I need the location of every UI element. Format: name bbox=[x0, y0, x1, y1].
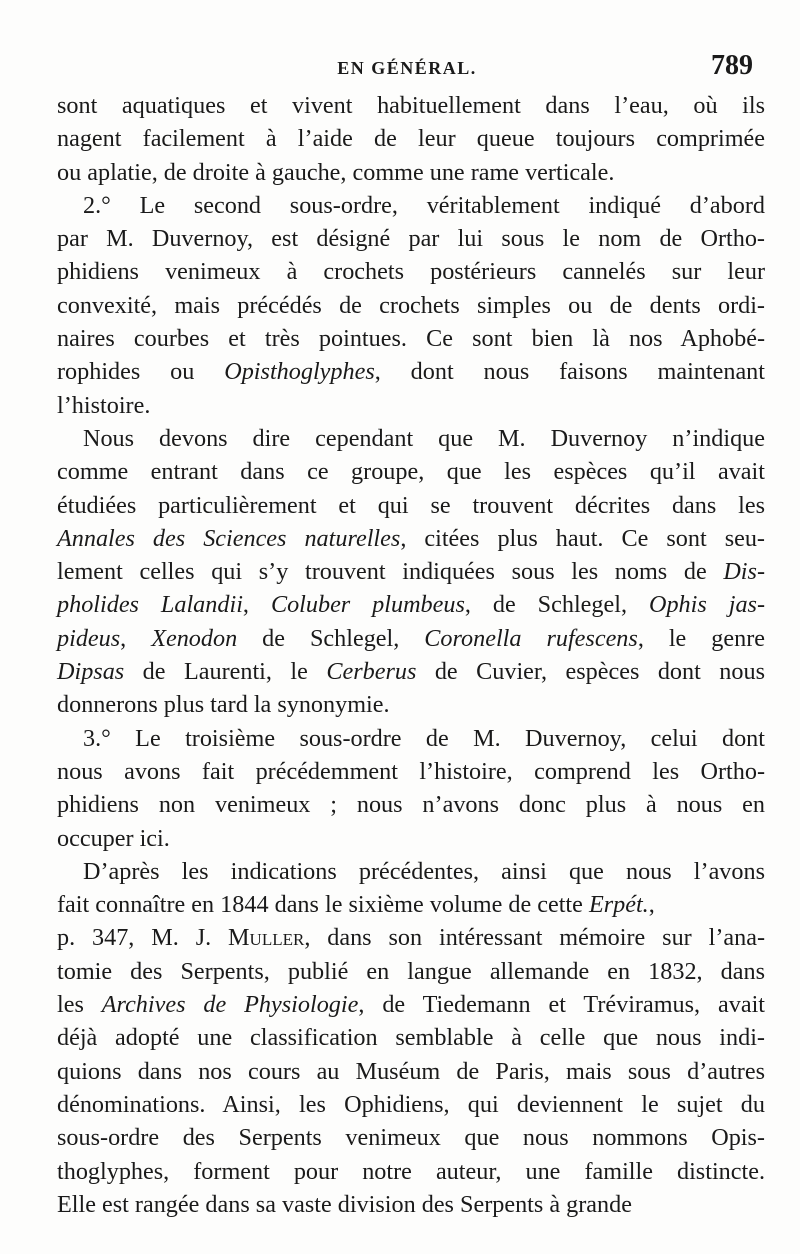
text-line bbox=[57, 389, 765, 422]
text-line bbox=[57, 322, 765, 355]
italic-text: Erpét. bbox=[588, 891, 649, 919]
text-run: lement celles qui s’y trouvent indiquées sous les noms de bbox=[57, 558, 724, 586]
text-line bbox=[57, 921, 765, 954]
italic-text: Dipsas bbox=[57, 658, 125, 686]
text-line bbox=[57, 722, 765, 755]
text-line bbox=[57, 1021, 765, 1054]
text-line bbox=[57, 1055, 765, 1088]
text-line bbox=[57, 755, 765, 788]
text-run: Nous devons dire cependant que M. Duvernoy n’indique bbox=[83, 424, 765, 452]
text-line bbox=[57, 455, 765, 488]
text-line bbox=[57, 489, 765, 522]
text-run: , dans son intéressant mémoire sur l’ana- bbox=[304, 924, 766, 952]
text-run: , de Schlegel, bbox=[464, 591, 649, 619]
running-title: EN GÉNÉRAL. bbox=[337, 58, 477, 78]
text-run: convexité, mais précédés de crochets simples ou de dents ordi- bbox=[57, 291, 765, 319]
running-head bbox=[57, 50, 757, 86]
text-run: ou aplatie, de droite à gauche, comme une rame verticale. bbox=[57, 158, 615, 186]
text-line bbox=[57, 955, 765, 988]
text-line bbox=[57, 888, 765, 921]
text-run: de Cuvier, espèces dont nous bbox=[416, 658, 766, 686]
text-run: déjà adopté une classification semblable à celle que nous indi- bbox=[57, 1024, 765, 1052]
text-run: par M. Duvernoy, est désigné par lui sous le nom de Ortho- bbox=[57, 225, 765, 253]
italic-text: Archives de Physiologie bbox=[101, 991, 359, 1019]
page-number: 789 bbox=[711, 50, 753, 81]
text-run: , dont nous faisons maintenant bbox=[374, 358, 765, 386]
body-text bbox=[57, 89, 765, 1221]
small-caps-text: Muller bbox=[228, 924, 305, 952]
text-run: nagent facilement à l’aide de leur queue toujours comprimée bbox=[57, 125, 765, 153]
italic-text: Opisthoglyphes bbox=[224, 358, 375, 386]
text-run: , bbox=[242, 591, 271, 619]
text-run: étudiées particulièrement et qui se trouvent décrites dans les bbox=[57, 491, 765, 519]
text-line bbox=[57, 788, 765, 821]
text-line bbox=[57, 189, 765, 222]
text-run: fait connaître en 1844 dans le sixième volume de cette bbox=[57, 891, 589, 919]
text-run: p. 347, M. J. bbox=[57, 924, 229, 952]
text-line bbox=[57, 988, 765, 1021]
text-run: 3.° Le troisième sous-ordre de M. Duvernoy, celui dont bbox=[83, 724, 765, 752]
text-line bbox=[57, 655, 765, 688]
italic-text: Dis- bbox=[723, 558, 765, 586]
text-run: 2.° Le second sous-ordre, véritablement indiqué d’abord bbox=[83, 191, 765, 219]
text-line bbox=[57, 89, 765, 122]
text-line bbox=[57, 355, 765, 388]
text-run: tomie des Serpents, publié en langue allemande en 1832, dans bbox=[57, 957, 765, 985]
text-run: , de Tiedemann et Tréviramus, avait bbox=[358, 991, 766, 1019]
text-run: phidiens venimeux à crochets postérieurs cannelés sur leur bbox=[57, 258, 765, 286]
text-run: , bbox=[648, 891, 655, 919]
italic-text: Xenodon bbox=[151, 624, 238, 652]
italic-text: Cerberus bbox=[326, 658, 417, 686]
text-line bbox=[57, 1188, 765, 1221]
text-line bbox=[57, 156, 765, 189]
text-run: dénominations. Ainsi, les Ophidiens, qui deviennent le sujet du bbox=[57, 1090, 765, 1118]
text-run: , le genre bbox=[637, 624, 765, 652]
text-line bbox=[57, 855, 765, 888]
italic-text: pideus bbox=[57, 624, 121, 652]
text-run: , citées plus haut. Ce sont seu- bbox=[400, 524, 765, 552]
italic-text: Coluber plumbeus bbox=[270, 591, 465, 619]
italic-text: Ophis jas- bbox=[648, 591, 766, 619]
text-run: phidiens non venimeux ; nous n’avons donc plus à nous en bbox=[57, 791, 765, 819]
text-run: quions dans nos cours au Muséum de Paris, mais sous d’autres bbox=[57, 1057, 765, 1085]
text-line bbox=[57, 1121, 765, 1154]
text-run: naires courbes et très pointues. Ce sont bien là nos Aphobé- bbox=[57, 325, 765, 353]
text-run: l’histoire. bbox=[57, 391, 151, 419]
text-run: de Laurenti, le bbox=[124, 658, 327, 686]
text-line bbox=[57, 222, 765, 255]
text-run: nous avons fait précédemment l’histoire, comprend les Ortho- bbox=[57, 757, 765, 785]
text-line bbox=[57, 688, 765, 721]
text-run: sous-ordre des Serpents venimeux que nous nommons Opis- bbox=[57, 1124, 765, 1152]
text-line bbox=[57, 1088, 765, 1121]
text-line bbox=[57, 522, 765, 555]
text-line bbox=[57, 422, 765, 455]
text-line bbox=[57, 289, 765, 322]
text-run: , bbox=[120, 624, 152, 652]
text-line bbox=[57, 622, 765, 655]
text-line bbox=[57, 822, 765, 855]
text-run: donnerons plus tard la synonymie. bbox=[57, 691, 390, 719]
text-run: rophides ou bbox=[57, 358, 225, 386]
italic-text: Annales des Sciences naturelles bbox=[57, 524, 401, 552]
text-line bbox=[57, 255, 765, 288]
text-line bbox=[57, 122, 765, 155]
text-run: thoglyphes, forment pour notre auteur, une famille distincte. bbox=[57, 1157, 765, 1185]
text-run: occuper ici. bbox=[57, 824, 170, 852]
text-run: de Schlegel, bbox=[237, 624, 425, 652]
italic-text: pholides Lalandii bbox=[57, 591, 243, 619]
text-run: comme entrant dans ce groupe, que les espèces qu’il avait bbox=[57, 458, 765, 486]
italic-text: Coronella rufescens bbox=[424, 624, 638, 652]
text-line bbox=[57, 555, 765, 588]
text-run: sont aquatiques et vivent habituellement dans l’eau, où ils bbox=[57, 92, 765, 119]
text-run: les bbox=[57, 991, 102, 1019]
text-run: D’après les indications précédentes, ainsi que nous l’avons bbox=[83, 857, 765, 885]
text-line bbox=[57, 1155, 765, 1188]
text-line bbox=[57, 588, 765, 621]
text-run: Elle est rangée dans sa vaste division des Serpents à grande bbox=[57, 1190, 632, 1218]
